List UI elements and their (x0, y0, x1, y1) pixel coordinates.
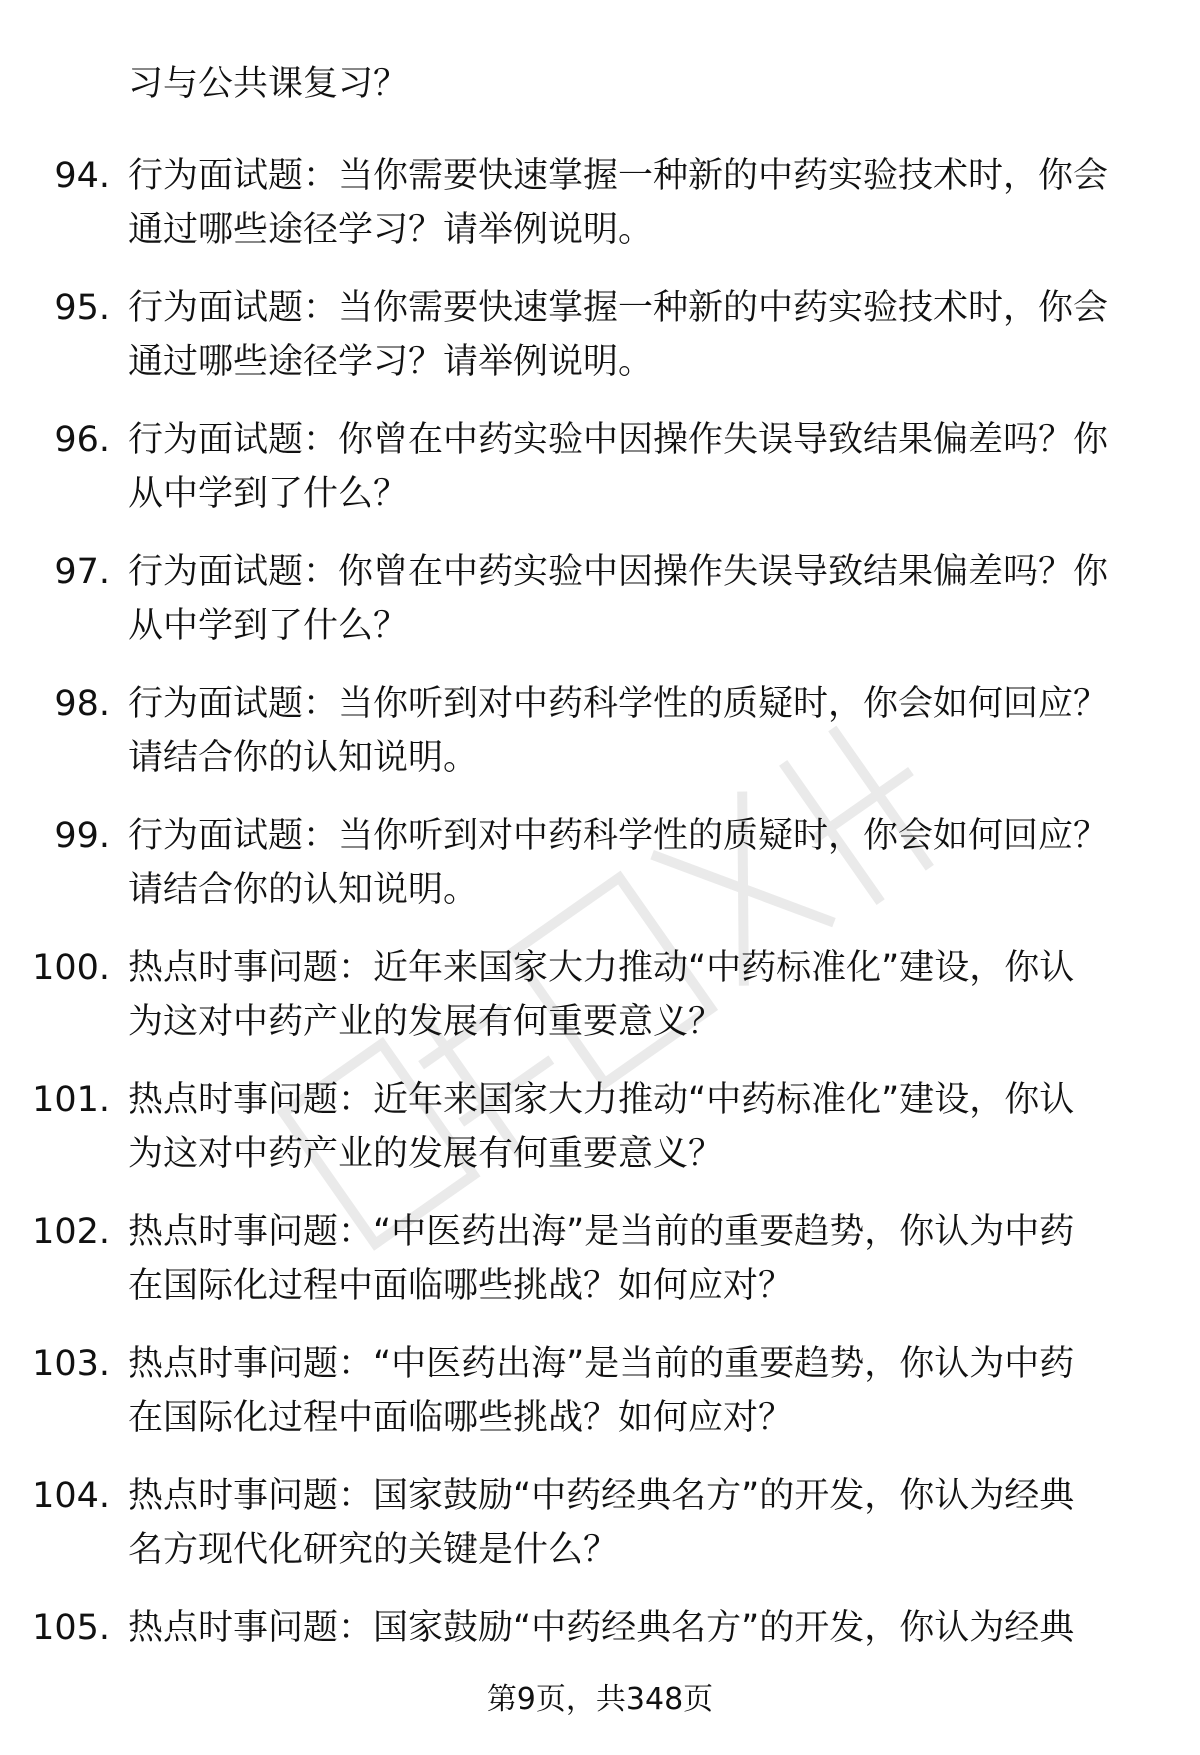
question-number: 97. (54, 552, 110, 592)
question-number: 100. (32, 948, 110, 988)
question-text-line-2: 从中学到了什么？ (128, 606, 409, 646)
list-item (0, 1338, 1200, 1470)
question-text-line-2: 从中学到了什么？ (128, 474, 409, 514)
question-list (0, 150, 1200, 1734)
question-text-line-1: 热点时事问题：国家鼓励“中药经典名方”的开发，你认为经典 (128, 1476, 1075, 1516)
question-text-line-1: 热点时事问题：近年来国家大力推动“中药标准化”建设，你认 (128, 1080, 1075, 1120)
page-footer: 第9页，共348页 (486, 1682, 714, 1717)
question-number: 95. (54, 288, 110, 328)
question-text-line-2: 名方现代化研究的关键是什么？ (128, 1530, 619, 1570)
list-item (0, 942, 1200, 1074)
list-item (0, 1206, 1200, 1338)
list-item (0, 546, 1200, 678)
question-text-line-1: 热点时事问题：近年来国家大力推动“中药标准化”建设，你认 (128, 948, 1075, 988)
question-text-line-1: 行为面试题：你曾在中药实验中因操作失误导致结果偏差吗？你 (128, 420, 1109, 460)
question-number: 102. (32, 1212, 110, 1252)
question-text-line-1: 行为面试题：当你需要快速掌握一种新的中药实验技术时，你会 (128, 288, 1109, 328)
list-item (0, 1074, 1200, 1206)
list-item (0, 414, 1200, 546)
question-number: 105. (32, 1608, 110, 1648)
list-item (0, 282, 1200, 414)
question-text-line-1: 行为面试题：当你听到对中药科学性的质疑时，你会如何回应？ (128, 816, 1109, 856)
question-number: 99. (54, 816, 110, 856)
question-number: 94. (54, 156, 110, 196)
list-item (0, 810, 1200, 942)
question-text-line-2: 通过哪些途径学习？请举例说明。 (128, 210, 654, 250)
question-text-line-2: 通过哪些途径学习？请举例说明。 (128, 342, 654, 382)
list-item (0, 1470, 1200, 1602)
list-item (0, 150, 1200, 282)
question-text-line-1: 行为面试题：当你需要快速掌握一种新的中药实验技术时，你会 (128, 156, 1109, 196)
question-text-line-2: 为这对中药产业的发展有何重要意义？ (128, 1134, 724, 1174)
question-text-line-1: 行为面试题：当你听到对中药科学性的质疑时，你会如何回应？ (128, 684, 1109, 724)
question-number: 104. (32, 1476, 110, 1516)
question-text-line-1: 行为面试题：你曾在中药实验中因操作失误导致结果偏差吗？你 (128, 552, 1109, 592)
question-text-line-2: 请结合你的认知说明。 (128, 738, 479, 778)
question-text-line-2: 为这对中药产业的发展有何重要意义？ (128, 1002, 724, 1042)
question-number: 101. (32, 1080, 110, 1120)
question-text-line-2: 在国际化过程中面临哪些挑战？如何应对？ (128, 1398, 794, 1438)
question-text-line-1: 热点时事问题：“中医药出海”是当前的重要趋势，你认为中药 (128, 1344, 1075, 1384)
continuation-text: 习与公共课复习？ (128, 64, 409, 104)
question-text-line-1: 热点时事问题：“中医药出海”是当前的重要趋势，你认为中药 (128, 1212, 1075, 1252)
question-number: 98. (54, 684, 110, 724)
list-item (0, 678, 1200, 810)
question-text-line-1: 热点时事问题：国家鼓励“中药经典名方”的开发，你认为经典 (128, 1608, 1075, 1648)
question-text-line-2: 请结合你的认知说明。 (128, 870, 479, 910)
question-text-line-2: 在国际化过程中面临哪些挑战？如何应对？ (128, 1266, 794, 1306)
question-number: 103. (32, 1344, 110, 1384)
question-number: 96. (54, 420, 110, 460)
